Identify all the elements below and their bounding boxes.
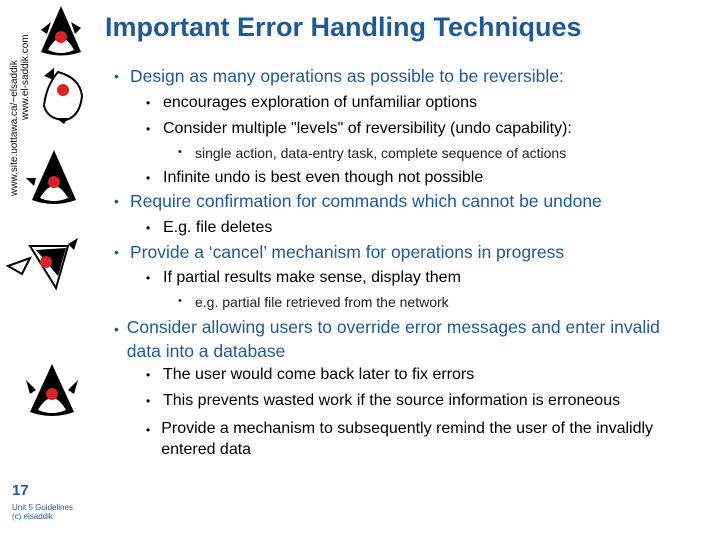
page-number: 17 [12,482,29,499]
bullet-item: • Consider multiple "levels" of reversibility (undo capability): [146,120,572,137]
bullet-item: • Provide a mechanism to subsequently remind the user of the invalidly entered data [146,420,654,458]
sidebar-url-site: www.site.uottawa.ca/~elsaddik [9,60,20,196]
bullet-dot-icon: • [146,122,151,136]
bullet-item: • This prevents wasted work if the source information is erroneous [146,392,621,409]
bullet-dot-icon: • [178,295,182,307]
bullet-dot-icon: • [146,423,151,437]
bullet-dot-icon: • [114,68,119,84]
bullet-dot-icon: • [146,394,151,408]
duke-mascot-icon [6,236,80,294]
bullet-item: • e.g. partial file retrieved from the network [178,294,449,310]
bullet-item: • Design as many operations as possible to be reversible: [114,66,564,86]
duke-mascot-icon [22,360,80,420]
bullet-item: • Provide a ‘cancel’ mechanism for operations in progress [114,242,565,262]
bullet-dot-icon: • [114,321,119,337]
footer-unit-label: Unit 5 Guidelines [12,503,73,512]
footer-copyright: (c) elsaddik [12,512,53,521]
sidebar-url-elsaddik: www.el-saddik.com [20,34,31,120]
bullet-item: • Infinite undo is best even though not possible [146,169,484,186]
bullet-item: • If partial results make sense, display them [146,269,461,286]
bullet-item: • Consider allowing users to override error messages and enter invalid data into a database [114,317,660,361]
bullet-item: • Require confirmation for commands which cannot be undone [114,191,602,211]
bullet-dot-icon: • [146,171,151,185]
bullet-item: • single action, data-entry task, complete sequence of actions [178,145,567,161]
bullet-dot-icon: • [146,368,151,382]
duke-mascot-icon [36,66,86,124]
duke-mascot-icon [26,148,82,208]
bullet-item: • E.g. file deletes [146,219,273,236]
bullet-dot-icon: • [178,146,182,158]
bullet-dot-icon: • [114,193,119,209]
duke-mascot-icon [35,2,87,60]
bullet-dot-icon: • [146,271,151,285]
bullet-dot-icon: • [146,96,151,110]
bullet-dot-icon: • [114,244,119,260]
bullet-item: • The user would come back later to fix errors [146,366,475,383]
bullet-item: • encourages exploration of unfamiliar options [146,94,477,111]
bullet-dot-icon: • [146,221,151,235]
slide-title: Important Error Handling Techniques [105,12,582,42]
